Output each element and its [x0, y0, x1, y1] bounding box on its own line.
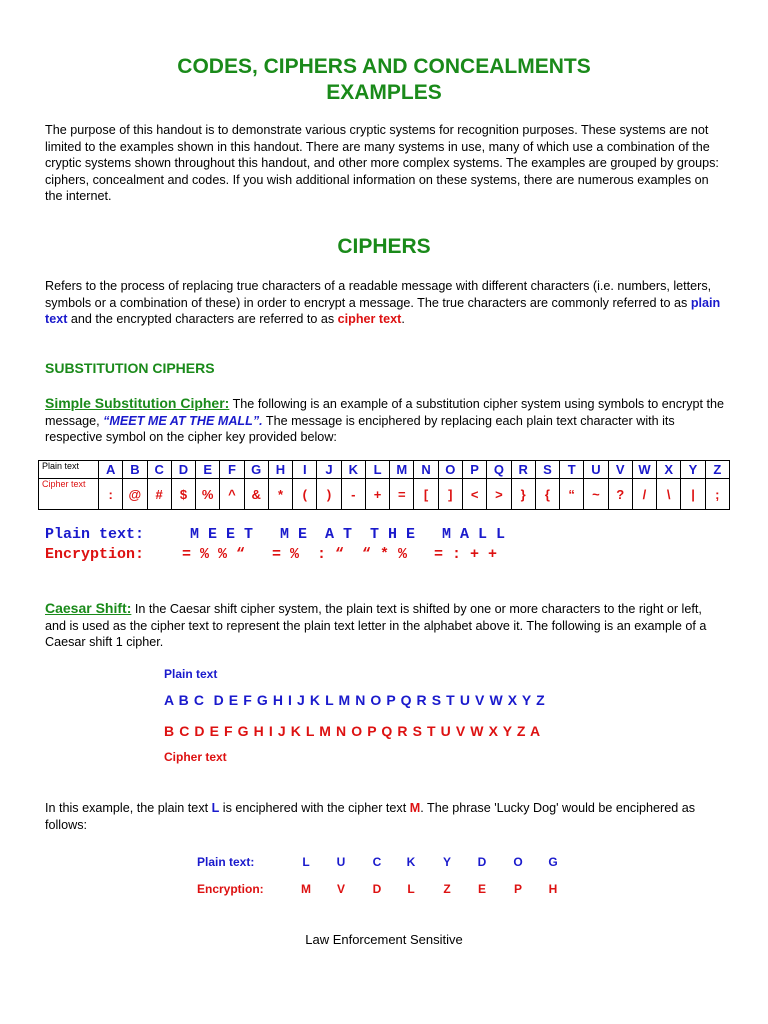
- key-symbol: ]: [438, 479, 462, 510]
- key-letter: Z: [705, 461, 729, 479]
- key-letter: X: [657, 461, 681, 479]
- lucky-enc-char: H: [548, 882, 558, 896]
- caesar-plain-row: A B C D E F G H I J K L M N O P Q R S T U V W X Y Z: [164, 692, 546, 708]
- ciphers-paragraph: [45, 278, 725, 328]
- key-symbol: /: [632, 479, 656, 510]
- lucky-enc-char: P: [513, 882, 522, 896]
- cipher-key-table: [38, 460, 730, 510]
- ciphers-text-start: Refers to the process of replacing true characters of a readable message with different characters (i.e. numbers, letters, symbols or a combination of these) in order to encrypt a message. The true characters are commonly referred to as: [45, 279, 712, 310]
- key-letter: R: [511, 461, 535, 479]
- key-letter: Q: [487, 461, 511, 479]
- example-enc-value: = % % “ = % : “ “ * % = : + +: [182, 546, 498, 563]
- key-symbol: <: [462, 479, 486, 510]
- caesar-label: Caesar Shift:: [45, 600, 132, 616]
- simple-substitution-text1: The following is an example of a substitution cipher system using symbols to encrypt the message,: [45, 397, 725, 428]
- lucky-enc-char: E: [477, 882, 486, 896]
- key-letter: Y: [681, 461, 705, 479]
- cipher-text-term: cipher text: [337, 312, 402, 326]
- key-symbol: (: [293, 479, 317, 510]
- lucky-enc-char: L: [407, 882, 415, 896]
- lucky-paragraph: [45, 800, 725, 833]
- caesar-text: In the Caesar shift cipher system, the plain text is shifted by one or more characters to the right or left, and is used as the cipher text to represent the plain text letter in the alphabet above it. The following is an example of a Caesar shift 1 cipher.: [45, 602, 707, 649]
- key-letter: O: [438, 461, 462, 479]
- cipher-key-plain-row: [39, 461, 730, 479]
- cipher-key-plain-label: Plain text: [39, 461, 99, 479]
- example-enc-label: Encryption:: [45, 546, 145, 563]
- key-letter: E: [196, 461, 220, 479]
- key-letter: J: [317, 461, 341, 479]
- lucky-plain-char: D: [477, 855, 487, 869]
- intro-paragraph: The purpose of this handout is to demonstrate various cryptic systems for recognition purposes. These systems are not limited to the examples shown in this handout. There are many systems in use, many of which use a combination of the cryptic systems shown throughout this handout, and other more complex systems. The examples are grouped by groups: ciphers, concealment and codes. If you wish additional information on these systems, there are numerous examples on the internet.: [45, 123, 719, 203]
- ciphers-text-mid: and the encrypted characters are referred to as: [67, 312, 338, 326]
- key-symbol: ?: [608, 479, 632, 510]
- lucky-enc-char: V: [336, 882, 345, 896]
- caesar-paragraph: [45, 600, 725, 651]
- simple-substitution-label: Simple Substitution Cipher:: [45, 395, 230, 411]
- key-symbol: \: [657, 479, 681, 510]
- key-letter: V: [608, 461, 632, 479]
- plain-text-term: plain text: [45, 295, 721, 326]
- lucky-enc-label: Encryption:: [197, 882, 264, 896]
- page-title: CODES, CIPHERS AND CONCEALMENTS: [177, 55, 591, 78]
- key-letter: C: [147, 461, 171, 479]
- key-symbol: “: [560, 479, 584, 510]
- key-letter: L: [365, 461, 389, 479]
- lucky-plain-label: Plain text:: [197, 855, 255, 869]
- caesar-cipher-label: Cipher text: [164, 750, 227, 764]
- key-letter: K: [341, 461, 365, 479]
- lucky-plain-char: K: [406, 855, 416, 869]
- substitution-heading: SUBSTITUTION CIPHERS: [45, 360, 215, 376]
- lucky-text-end: . The phrase 'Lucky Dog' would be enciphered as follows:: [45, 801, 696, 832]
- key-symbol: >: [487, 479, 511, 510]
- key-letter: T: [560, 461, 584, 479]
- lucky-enc-char: M: [301, 882, 311, 896]
- key-symbol: @: [123, 479, 147, 510]
- key-symbol: :: [99, 479, 123, 510]
- footer-text: Law Enforcement Sensitive: [305, 932, 463, 947]
- key-letter: N: [414, 461, 438, 479]
- lucky-plain-char: O: [513, 855, 523, 869]
- lucky-plain-char: L: [302, 855, 310, 869]
- simple-substitution-paragraph: [45, 395, 725, 446]
- caesar-plain-label: Plain text: [164, 667, 218, 681]
- lucky-enc-char: D: [372, 882, 382, 896]
- simple-substitution-message: “MEET ME AT THE MALL”.: [103, 413, 263, 428]
- ciphers-heading: CIPHERS: [337, 235, 431, 258]
- lucky-text-start: In this example, the plain text: [45, 801, 212, 815]
- key-symbol: $: [171, 479, 195, 510]
- lucky-text-mid: is enciphered with the cipher text: [219, 801, 410, 815]
- lucky-enc-row: [197, 882, 597, 898]
- example-plain-label: Plain text:: [45, 526, 145, 543]
- page-subtitle: EXAMPLES: [326, 81, 442, 104]
- lucky-plain-char: Y: [442, 855, 451, 869]
- caesar-cipher-row: B C D E F G H I J K L M N O P Q R S T U V W X Y Z A: [164, 723, 541, 739]
- key-letter: D: [171, 461, 195, 479]
- key-symbol: ): [317, 479, 341, 510]
- example-plain-value: M E E T M E A T T H E M A L L: [190, 526, 506, 543]
- key-letter: M: [390, 461, 414, 479]
- lucky-plain-char: U: [336, 855, 346, 869]
- key-letter: G: [244, 461, 268, 479]
- key-symbol: &: [244, 479, 268, 510]
- lucky-plain-char: C: [372, 855, 382, 869]
- simple-substitution-text2: The message is enciphered by replacing each plain text character with its respective symbol on the cipher key provided below:: [45, 413, 675, 444]
- key-letter: B: [123, 461, 147, 479]
- key-letter: I: [293, 461, 317, 479]
- cipher-key-symbol-row: [39, 479, 730, 510]
- key-symbol: =: [390, 479, 414, 510]
- key-symbol: *: [268, 479, 292, 510]
- key-letter: P: [462, 461, 486, 479]
- key-letter: F: [220, 461, 244, 479]
- key-symbol: {: [535, 479, 559, 510]
- key-symbol: |: [681, 479, 705, 510]
- key-symbol: -: [341, 479, 365, 510]
- ciphers-text-end: .: [401, 312, 405, 326]
- key-symbol: ^: [220, 479, 244, 510]
- key-symbol: [: [414, 479, 438, 510]
- key-letter: S: [535, 461, 559, 479]
- key-symbol: %: [196, 479, 220, 510]
- key-letter: A: [99, 461, 123, 479]
- key-symbol: }: [511, 479, 535, 510]
- lucky-plain-letter: L: [211, 801, 220, 815]
- lucky-plain-row: [197, 855, 597, 871]
- lucky-plain-char: G: [548, 855, 558, 869]
- lucky-cipher-letter: M: [409, 801, 421, 815]
- key-symbol: #: [147, 479, 171, 510]
- key-symbol: ;: [705, 479, 729, 510]
- key-letter: W: [632, 461, 656, 479]
- key-symbol: ~: [584, 479, 608, 510]
- key-letter: U: [584, 461, 608, 479]
- cipher-key-cipher-label: Cipher text: [39, 479, 99, 510]
- key-symbol: +: [365, 479, 389, 510]
- lucky-enc-char: Z: [443, 882, 451, 896]
- key-letter: H: [268, 461, 292, 479]
